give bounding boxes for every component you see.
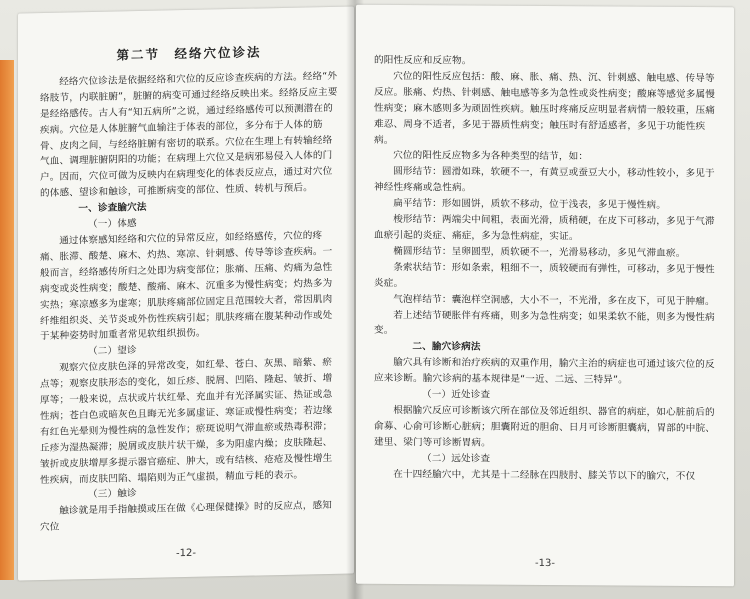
heading-diagnosis: 一、诊查腧穴法 xyxy=(78,201,147,215)
right-page-content xyxy=(374,53,716,485)
nodule-summary-paragraph: 若上述结节硬胀伴有疼痛，则多为急性病变；如果柔软不能，则多为慢性病变。 xyxy=(374,309,715,337)
bubble-nodule-paragraph: 气泡样结节：囊泡样空洞感，大小不一，不光滑，多在皮下，可见于肿瘤。 xyxy=(393,293,715,307)
page-number-left: -12- xyxy=(176,547,196,560)
positive-reaction-paragraph: 穴位的阳性反应包括：酸、麻、胀、痛、热、沉、针刺感、触电感、传导等反应。胀痛、灼热、针刺感、触电感等多为急性或炎性病变；酸麻等感觉多属慢性病变；麻木感则多为顽固性疾病。触压时疼痛反应明显者病情一般较重，压痛难忍、周身不适者，多见于器质性病变；触压时有舒适感者，多见于功能性疾病。 xyxy=(374,70,716,146)
heading-inspection: （二）望诊 xyxy=(87,345,137,358)
heading-acupoint: 二、腧穴诊病法 xyxy=(412,341,481,353)
continuation-paragraph: 的阳性反应和反应物。 xyxy=(374,54,472,67)
cord-nodule-paragraph: 条索状结节：形如条索，粗细不一，质较硬而有弹性，可移动，多见于慢性炎症。 xyxy=(374,261,715,289)
body-sense-paragraph: 通过体察感知经络和穴位的异常反应，如经络感传，穴位的疼痛、胀滞、酸楚、麻木、灼热、寒凉、针刺感、传导等诊查疾病。一般而言，经络感传所归之处即为病变部位；胀痛、压痛、灼痛为急性病变或炎性病变；酸楚、酸痛、麻木、沉重多为慢性病变；灼热多为实热；寒凉感多为虚寒；肌肤疼痛部位固定且范围较大者，常因肌肉纤维组织炎、关节炎或外伤性疾病引起；肌肤疼痛在腹某种动作或处于某种姿势时加重者常见软组织损伤。 xyxy=(40,230,333,343)
page-number-right: -13- xyxy=(535,557,555,570)
near-paragraph: 根据腧穴反应可诊断该穴所在部位及邻近组织、器官的病症，如心脏前后的俞募、心俞可诊断心脏病；胆囊附近的胆俞、日月可诊断胆囊病，胃部的中脘、建里、梁门等可诊断胃病。 xyxy=(374,404,716,449)
section-title: 第二节 经络穴位诊法 xyxy=(116,44,262,63)
far-paragraph: 在十四经腧穴中，尤其是十二经脉在四肢肘、膝关节以下的腧穴，不仅 xyxy=(393,468,696,482)
intro-paragraph: 经络穴位诊法是依据经络和穴位的反应诊查疾病的方法。经络“外络肢节，内联脏腑”，脏腑的病变可通过经络反映出来。经络反应主要是经络感传。古人有“知五病所”之说，通过经络感传可以预测潜在的疾病。穴位是人体脏腑气血输注于体表的部位，多分布于人体的筋骨、皮肉之间，与经络脏腑有密切的联系。穴位在生理上有转输经络气血、调理脏腑阴阳的功能；在病理上穴位又是病邪易侵入人体的门户。因而，穴位可做为反映内在病理变化的体表反应点，通过对穴位的体感、望诊和触诊，可推断病变的部位、性质、转机与预后。 xyxy=(40,70,338,200)
heading-palpation: （三）触诊 xyxy=(87,488,137,501)
right-page xyxy=(356,5,734,587)
left-page xyxy=(18,6,354,580)
acupoint-paragraph: 腧穴具有诊断和治疗疾病的双重作用，腧穴主治的病症也可通过该穴位的反应来诊断。腧穴诊病的基本规律是“一近、二远、三特异”。 xyxy=(374,357,715,386)
heading-far: （二）远处诊查 xyxy=(421,452,491,465)
round-nodule-paragraph: 圆形结节：圆滑如珠，软硬不一，有黄豆或蚕豆大小，移动性较小，多见于神经性疼痛或急性病。 xyxy=(374,166,715,194)
heading-near: （一）近处诊查 xyxy=(421,389,491,401)
flat-nodule-paragraph: 扁平结节：形如圆饼，质软不移动，位于浅表，多见于慢性病。 xyxy=(393,198,667,212)
spindle-nodule-paragraph: 梭形结节：两端尖中间粗，表面光滑，质稍硬，在皮下可移动，多见于气滞血瘀引起的炎症、痛症，多为急性病症，实证。 xyxy=(374,214,715,243)
nodule-intro-paragraph: 穴位的阳性反应物多为各种类型的结节，如： xyxy=(393,150,589,163)
palpation-paragraph: 触诊就是用手指触摸或压在做《心理保健操》时的反应点，感知穴位 xyxy=(40,500,333,534)
oval-nodule-paragraph: 椭圆形结节：呈卵圆型，质软硬不一，光滑易移动，多见气滞血瘀。 xyxy=(393,245,686,259)
heading-body-sense: （一）体感 xyxy=(87,218,137,231)
book-cover-edge xyxy=(0,60,14,580)
left-page-content xyxy=(40,43,338,536)
inspection-paragraph: 观察穴位皮肤色泽的异常改变，如红晕、苍白、灰黑、暗紫、瘀点等；观察皮肤形态的变化，如丘疹、脱屑、凹陷、隆起、皱折、增厚等；一般来说，点状或片状红晕、充血并有光泽属实证、热证或急性病；苍白色或暗灰色且晦无光多属虚证、寒证或慢性病变；若边缘有红色光晕则为慢性病的急性发作；瘀斑说明气滞血瘀或热毒积滞；丘疹为湿热凝滞；脱屑或皮肤片状干燥，多为阳虚内燥；皮肤隆起、皱折或皮肤增厚多提示器官癌症、肿大，或有结核、疮疮及慢性增生性疾病，而皮肤凹陷、塌陷则为正气虚损，精血亏耗的表示。 xyxy=(40,357,333,486)
